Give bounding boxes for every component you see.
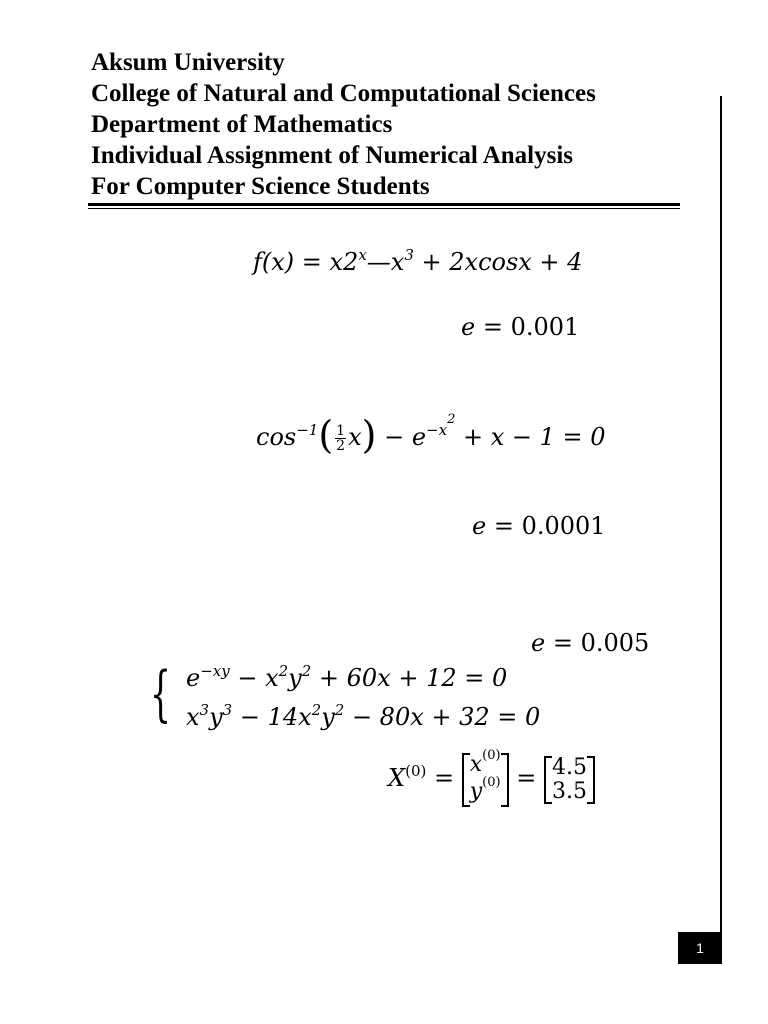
vector-y: y xyxy=(469,778,483,804)
department-name: Department of Mathematics xyxy=(91,111,393,138)
sys1-e: e xyxy=(186,664,201,692)
eq2-frac-num: 1 xyxy=(336,423,346,439)
sys2-power-4: 2 xyxy=(334,701,345,719)
tolerance-2 xyxy=(472,512,606,540)
eq2-exponent xyxy=(426,412,456,439)
eq1-rest: + 2xcosx + 4 xyxy=(413,248,583,276)
eq2-func: cos xyxy=(256,423,297,451)
eq2-close-paren: ) xyxy=(361,413,377,457)
eq2-inverse: −1 xyxy=(296,421,319,439)
tolerance-2-value: 0.0001 xyxy=(521,512,606,540)
sys1-part-b: + 60x + 12 = 0 xyxy=(311,664,508,692)
initial-label: X xyxy=(388,764,406,792)
initial-guess xyxy=(388,747,595,807)
vector-row-y xyxy=(469,774,501,807)
initial-vector-symbolic xyxy=(462,747,509,807)
sys1-y: y xyxy=(288,664,302,692)
system-equation-1 xyxy=(186,664,507,695)
eq2-fraction xyxy=(335,424,346,453)
sys2-power-1: 3 xyxy=(199,701,210,719)
header-rule-thick xyxy=(88,203,680,206)
right-border-line xyxy=(720,96,722,964)
eq1-lhs: f(x) = x2 xyxy=(253,248,359,276)
vector-value-y: 3.5 xyxy=(551,778,587,804)
sys2-y: y xyxy=(209,703,223,731)
audience-line: For Computer Science Students xyxy=(91,173,430,200)
eq1-power-x: x xyxy=(358,246,367,264)
eq2-minus-e: − e xyxy=(376,423,427,451)
sys2-power-3: 2 xyxy=(311,701,322,719)
tolerance-3-label: e = xyxy=(531,629,581,657)
initial-eq-sign-1: = xyxy=(426,764,462,792)
equation-1 xyxy=(253,248,582,279)
equation-2 xyxy=(256,412,606,457)
university-name: Aksum University xyxy=(91,49,285,76)
system-brace: { xyxy=(150,659,172,729)
tolerance-3-value: 0.005 xyxy=(580,629,650,657)
system-equation-2 xyxy=(186,703,540,734)
initial-vector-values xyxy=(544,756,595,804)
page-number: 1 xyxy=(678,932,722,964)
tolerance-1-value: 0.001 xyxy=(510,313,580,341)
eq1-power-3: 3 xyxy=(404,246,414,264)
initial-sup: (0) xyxy=(405,762,427,780)
eq2-exp: −x xyxy=(426,421,448,439)
sys1-exp: −xy xyxy=(200,662,230,680)
initial-eq-sign-2: = xyxy=(508,764,544,792)
sys2-power-2: 3 xyxy=(222,701,233,719)
sys1-power-2: 2 xyxy=(301,662,312,680)
eq2-open-paren: ( xyxy=(318,413,334,457)
college-name: College of Natural and Computational Sciences xyxy=(91,80,596,107)
vector-value-x: 4.5 xyxy=(551,754,587,780)
sys2-part-a: − 14x xyxy=(232,703,312,731)
document-header xyxy=(91,47,691,202)
sys2-y2: y xyxy=(321,703,335,731)
vector-y-sup: (0) xyxy=(482,774,501,790)
assignment-title: Individual Assignment of Numerical Analysis xyxy=(91,142,574,169)
vector-x-sup: (0) xyxy=(482,747,501,763)
header-rule-thin xyxy=(88,208,680,209)
vector-x: x xyxy=(469,751,483,777)
sys2-x: x xyxy=(186,703,200,731)
tolerance-3 xyxy=(531,629,649,657)
tolerance-1-label: e = xyxy=(461,313,511,341)
eq2-rest: + x − 1 = 0 xyxy=(455,423,606,451)
sys1-part-a: − x xyxy=(229,664,279,692)
tolerance-2-label: e = xyxy=(472,512,522,540)
eq2-exp-square: 2 xyxy=(447,412,456,427)
sys1-power-1: 2 xyxy=(278,662,289,680)
eq1-mid: —x xyxy=(366,248,405,276)
sys2-part-b: − 80x + 32 = 0 xyxy=(344,703,541,731)
tolerance-1 xyxy=(461,313,579,341)
eq2-arg: x xyxy=(348,423,362,451)
eq2-frac-den: 2 xyxy=(336,438,346,454)
